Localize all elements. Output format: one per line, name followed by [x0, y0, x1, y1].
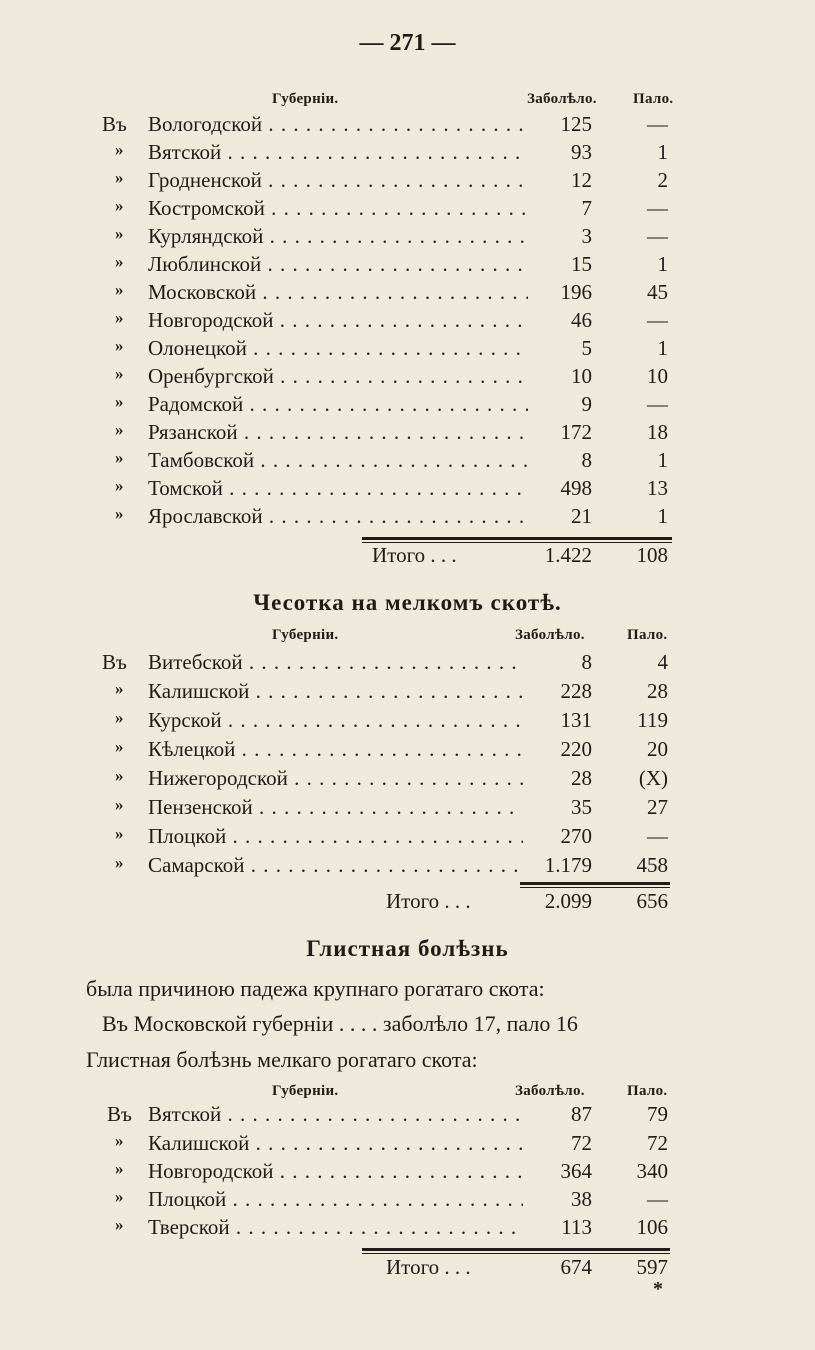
row-province: Курской . . . — [148, 708, 523, 733]
row-died: — — [647, 824, 668, 848]
row-prefix: » — [115, 420, 124, 439]
row-prefix: » — [115, 392, 124, 411]
row-prefix: » — [115, 252, 124, 271]
row-sick: 87 — [571, 1102, 592, 1126]
table-row — [0, 420, 815, 448]
row-prefix: » — [115, 795, 124, 814]
row-province: Люблинской . . . — [148, 252, 528, 277]
total-rule — [520, 882, 670, 885]
header-died: Пало. — [627, 1083, 668, 1099]
row-died: 106 — [636, 1215, 668, 1239]
total-sick: 2.099 — [544, 889, 592, 913]
row-sick: 498 — [560, 476, 592, 500]
total-label: Итого . . . — [372, 543, 457, 567]
table-row — [0, 853, 815, 881]
total-sick: 1.422 — [544, 543, 592, 567]
row-prefix: » — [115, 476, 124, 495]
row-sick: 7 — [581, 196, 592, 220]
table-row — [0, 140, 815, 168]
row-province: Новгородской . . . — [148, 1159, 523, 1184]
row-sick: 131 — [560, 708, 592, 732]
row-died: 1 — [657, 504, 668, 528]
row-sick: 1.179 — [544, 853, 592, 877]
row-prefix: » — [115, 679, 124, 698]
header-sick: Заболѣло. — [527, 91, 597, 107]
table-row — [0, 112, 815, 140]
header-died: Пало. — [627, 627, 668, 643]
row-province: Рязанской . . . — [148, 420, 528, 445]
table-row — [0, 504, 815, 532]
row-died: 1 — [657, 448, 668, 472]
table-row — [0, 708, 815, 736]
row-died: 28 — [647, 679, 668, 703]
total-row — [0, 543, 815, 571]
row-died: 2 — [657, 168, 668, 192]
row-prefix: » — [115, 504, 124, 523]
header-died: Пало. — [633, 91, 674, 107]
row-prefix: » — [115, 1159, 124, 1178]
row-sick: 46 — [571, 308, 592, 332]
section-title-scabies: Чесотка на мелкомъ скотѣ. — [253, 590, 562, 615]
footnote-asterisk: * — [653, 1278, 663, 1300]
row-sick: 72 — [571, 1131, 592, 1155]
total-row — [0, 1255, 815, 1283]
page-number: — 271 — — [359, 30, 456, 56]
row-prefix: » — [115, 196, 124, 215]
row-province: Гродненской . . . — [148, 168, 528, 193]
row-died: — — [647, 392, 668, 416]
row-province: Новгородской . . . — [148, 308, 528, 333]
row-died: 79 — [647, 1102, 668, 1126]
row-province: Калишской . . . — [148, 1131, 523, 1156]
header-province: Губерніи. — [272, 1083, 339, 1099]
row-province: Томской . . . — [148, 476, 528, 501]
table-row — [0, 252, 815, 280]
row-province: Курляндской . . . — [148, 224, 528, 249]
table-row — [0, 280, 815, 308]
row-province: Плоцкой . . . — [148, 824, 523, 849]
row-sick: 8 — [581, 650, 592, 674]
table-row — [0, 224, 815, 252]
row-sick: 10 — [571, 364, 592, 388]
row-sick: 38 — [571, 1187, 592, 1211]
row-sick: 172 — [560, 420, 592, 444]
row-prefix: » — [115, 737, 124, 756]
total-sick: 674 — [560, 1255, 592, 1279]
row-sick: 270 — [560, 824, 592, 848]
row-prefix: » — [115, 853, 124, 872]
header-province: Губерніи. — [272, 627, 339, 643]
row-province: Тверской . . . — [148, 1215, 523, 1240]
row-province: Пензенской . . . — [148, 795, 523, 820]
row-sick: 21 — [571, 504, 592, 528]
row-province: Вятской . . . — [148, 1102, 523, 1127]
header-sick: Заболѣло. — [515, 627, 585, 643]
row-sick: 8 — [581, 448, 592, 472]
table-row — [0, 336, 815, 364]
table-row — [0, 679, 815, 707]
row-sick: 228 — [560, 679, 592, 703]
row-prefix: » — [115, 308, 124, 327]
row-died: — — [647, 196, 668, 220]
row-sick: 113 — [561, 1215, 592, 1239]
row-died: — — [647, 112, 668, 136]
row-prefix: » — [115, 708, 124, 727]
row-province: Вологодской . . . — [148, 112, 528, 137]
total-row — [0, 889, 815, 917]
row-died: 340 — [636, 1159, 668, 1183]
row-died: 10 — [647, 364, 668, 388]
row-prefix: » — [115, 1187, 124, 1206]
table-row — [0, 650, 815, 678]
table-row — [0, 1131, 815, 1159]
row-sick: 196 — [560, 280, 592, 304]
row-died: 13 — [647, 476, 668, 500]
table-row — [0, 392, 815, 420]
row-sick: 3 — [581, 224, 592, 248]
paragraph-line-3: Глистная болѣзнь мелкаго рогатаго скота: — [86, 1047, 478, 1072]
row-province: Московской . . . — [148, 280, 528, 305]
table-row — [0, 476, 815, 504]
row-died: 27 — [647, 795, 668, 819]
row-died: — — [647, 1187, 668, 1211]
row-prefix: » — [115, 364, 124, 383]
row-province: Ярославской . . . — [148, 504, 528, 529]
table-row — [0, 824, 815, 852]
row-died: 18 — [647, 420, 668, 444]
row-prefix: Въ — [102, 650, 127, 674]
row-province: Самарской . . . — [148, 853, 523, 878]
row-province: Витебской . . . — [148, 650, 523, 675]
table-row — [0, 737, 815, 765]
total-rule — [362, 1248, 670, 1251]
row-prefix: Въ — [107, 1102, 132, 1126]
table-row — [0, 168, 815, 196]
total-died: 108 — [636, 543, 668, 567]
header-province: Губерніи. — [272, 91, 339, 107]
row-died: 1 — [657, 252, 668, 276]
table-row — [0, 1187, 815, 1215]
row-died: 1 — [657, 140, 668, 164]
row-died: 45 — [647, 280, 668, 304]
row-sick: 35 — [571, 795, 592, 819]
row-prefix: » — [115, 168, 124, 187]
table-row — [0, 196, 815, 224]
row-prefix: » — [115, 824, 124, 843]
row-province: Костромской . . . — [148, 196, 528, 221]
row-sick: 9 — [581, 392, 592, 416]
row-prefix: » — [115, 280, 124, 299]
total-died: 656 — [636, 889, 668, 913]
table-row — [0, 1159, 815, 1187]
table-row — [0, 1102, 815, 1130]
row-prefix: » — [115, 766, 124, 785]
paragraph-line-1: была причиною падежа крупнаго рогатаго скота: — [86, 976, 545, 1001]
row-prefix: » — [115, 448, 124, 467]
row-province: Олонецкой . . . — [148, 336, 528, 361]
row-province: Тамбовской . . . — [148, 448, 528, 473]
table-row — [0, 448, 815, 476]
row-died: — — [647, 308, 668, 332]
row-sick: 5 — [581, 336, 592, 360]
row-died: 119 — [637, 708, 668, 732]
row-died: 20 — [647, 737, 668, 761]
row-sick: 15 — [571, 252, 592, 276]
row-prefix: Въ — [102, 112, 127, 136]
row-sick: 28 — [571, 766, 592, 790]
row-died: 72 — [647, 1131, 668, 1155]
paragraph-line-2: Въ Московской губерніи . . . . заболѣло 17, пало 16 — [102, 1011, 578, 1036]
table-row — [0, 795, 815, 823]
total-label: Итого . . . — [386, 889, 471, 913]
total-label: Итого . . . — [386, 1255, 471, 1279]
row-province: Радомской . . . — [148, 392, 528, 417]
table-row — [0, 364, 815, 392]
row-province: Нижегородской . . . — [148, 766, 523, 791]
row-prefix: » — [115, 224, 124, 243]
row-sick: 364 — [560, 1159, 592, 1183]
row-sick: 220 — [560, 737, 592, 761]
row-prefix: » — [115, 140, 124, 159]
total-died: 597 — [636, 1255, 668, 1279]
total-rule — [362, 537, 672, 540]
header-sick: Заболѣло. — [515, 1083, 585, 1099]
row-died: — — [647, 224, 668, 248]
row-province: Плоцкой . . . — [148, 1187, 523, 1212]
table-row — [0, 766, 815, 794]
row-died: 458 — [636, 853, 668, 877]
row-sick: 125 — [560, 112, 592, 136]
row-prefix: » — [115, 336, 124, 355]
table-row — [0, 1215, 815, 1243]
section-title-helminth: Глистная болѣзнь — [306, 936, 509, 961]
row-province: Калишской . . . — [148, 679, 523, 704]
row-sick: 93 — [571, 140, 592, 164]
row-prefix: » — [115, 1131, 124, 1150]
table-row — [0, 308, 815, 336]
row-prefix: » — [115, 1215, 124, 1234]
row-sick: 12 — [571, 168, 592, 192]
row-died: (X) — [638, 766, 668, 790]
row-province: Кѣлецкой . . . — [148, 737, 523, 762]
row-province: Оренбургской . . . — [148, 364, 528, 389]
row-province: Вятской . . . — [148, 140, 528, 165]
row-died: 1 — [657, 336, 668, 360]
row-died: 4 — [657, 650, 668, 674]
